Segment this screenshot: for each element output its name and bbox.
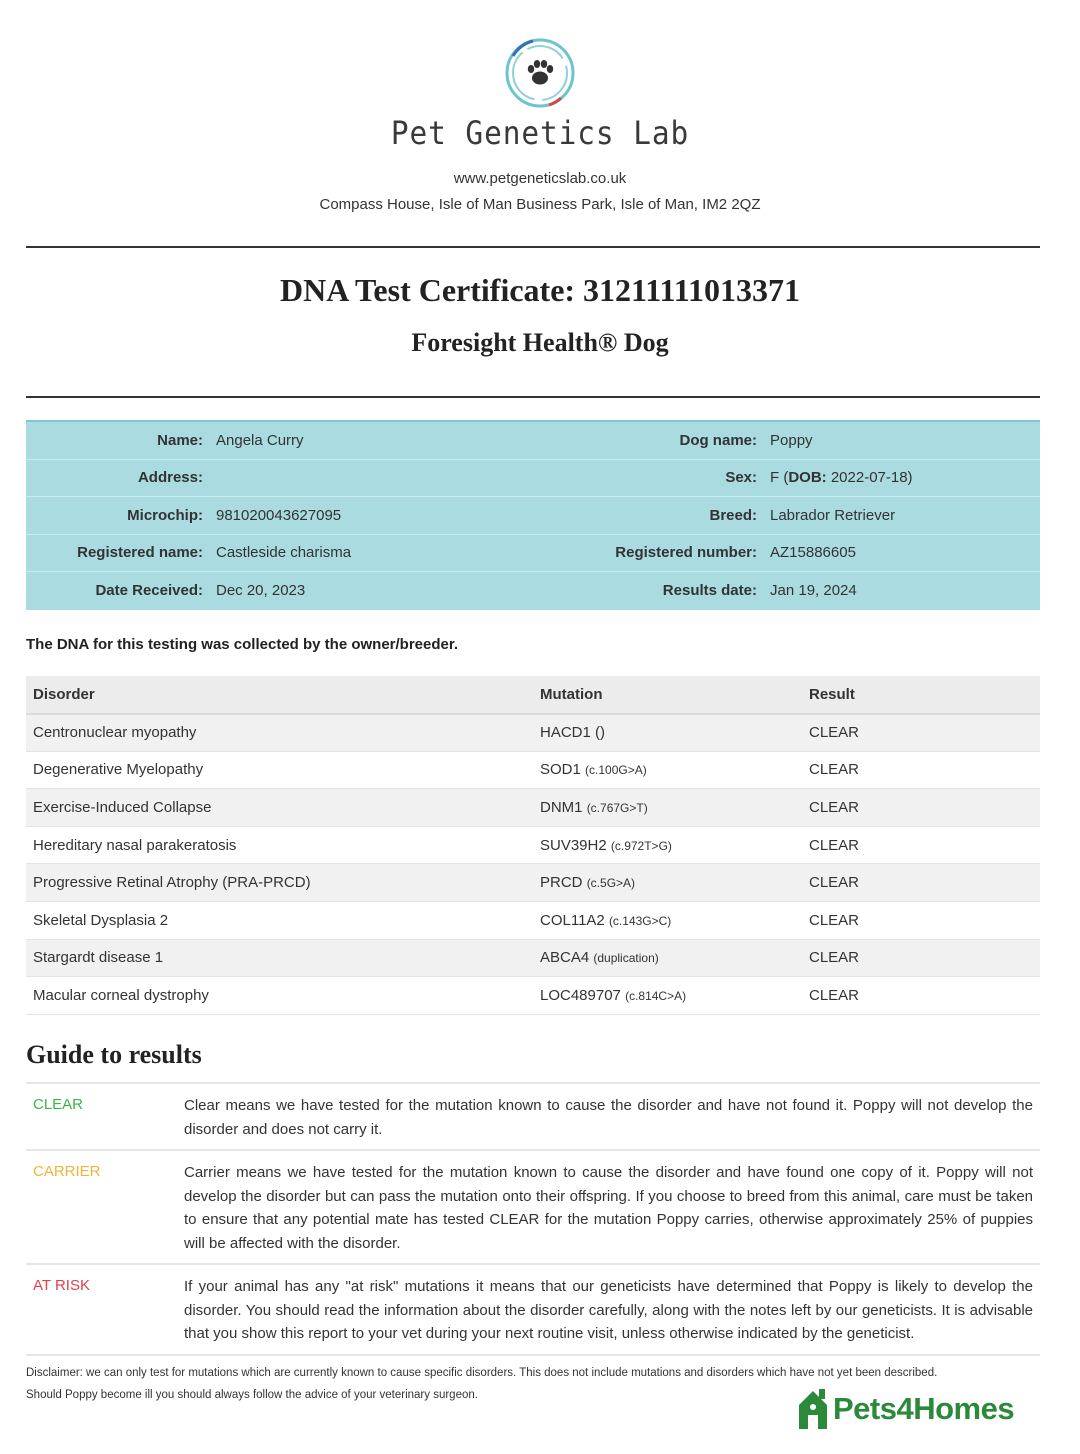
- result-cell: CLEAR: [802, 939, 1040, 977]
- gene-name: LOC489707: [540, 987, 621, 1005]
- pets4homes-watermark: [796, 1386, 1014, 1432]
- info-label: Registered name:: [77, 544, 203, 562]
- lab-address: Compass House, Isle of Man Business Park, Isle of Man, IM2 2QZ: [319, 196, 761, 213]
- dob-value: 2022-07-18): [826, 469, 913, 487]
- dob-label: DOB:: [788, 469, 827, 487]
- disorder-cell: Skeletal Dysplasia 2: [26, 902, 533, 940]
- table-row: [26, 977, 1040, 1015]
- info-row: [26, 572, 1040, 610]
- gene-name: COL11A2: [540, 911, 605, 929]
- disorder-cell: Macular corneal dystrophy: [26, 977, 533, 1015]
- table-row: [26, 789, 1040, 827]
- column-header-mutation: Mutation: [533, 676, 802, 714]
- registered-name: Castleside charisma: [216, 544, 352, 562]
- variant: (c.100G>A): [585, 763, 647, 778]
- table-row: [26, 714, 1040, 752]
- variant: (c.143G>C): [608, 913, 672, 928]
- disorder-cell: Centronuclear myopathy: [26, 714, 533, 752]
- guide-text: Clear means we have tested for the mutation known to cause the disorder and have not found it. Poppy will not develop the disorder and does not carry it.: [184, 1097, 1033, 1138]
- info-label: Name:: [157, 431, 203, 449]
- mutation-cell: [533, 714, 802, 752]
- info-label: Breed:: [709, 506, 757, 524]
- gene-name: ABCA4: [540, 949, 590, 967]
- disorder-cell: Exercise-Induced Collapse: [26, 789, 533, 827]
- result-cell: CLEAR: [802, 714, 1040, 752]
- result-cell: CLEAR: [802, 977, 1040, 1015]
- info-row: [26, 460, 1040, 498]
- info-label: Microchip:: [127, 506, 203, 524]
- guide-key: CARRIER: [33, 1163, 101, 1180]
- divider: [26, 246, 1040, 248]
- mutation-cell: [533, 939, 802, 977]
- sex-value: F (: [770, 469, 789, 487]
- table-row: [26, 751, 1040, 789]
- mutation-cell: [533, 864, 802, 902]
- lab-website[interactable]: www.petgeneticslab.co.uk: [453, 170, 627, 187]
- disorder-cell: Stargardt disease 1: [26, 939, 533, 977]
- guide-item-clear: [26, 1084, 1040, 1151]
- guide-text: If your animal has any "at risk" mutations it means that our geneticists have determined that Poppy is likely to develop the disorder. You should read the information about the disorder carefully, along with the notes left by our geneticists. It is advisable that you show this report to your vet during your next routine visit, unless otherwise indicated by the geneticist.: [184, 1278, 1033, 1342]
- owner-name: Angela Curry: [216, 431, 304, 449]
- watermark-text: Pets4Homes: [833, 1391, 1015, 1426]
- disorder-cell: Hereditary nasal parakeratosis: [26, 826, 533, 864]
- table-row: [26, 902, 1040, 940]
- variant: (duplication): [593, 951, 659, 966]
- guide-list: [26, 1082, 1040, 1356]
- lab-name: Pet Genetics Lab: [390, 114, 690, 152]
- disorder-cell: Progressive Retinal Atrophy (PRA-PRCD): [26, 864, 533, 902]
- info-label: Date Received:: [95, 582, 203, 600]
- pets4homes-house-icon: [796, 1387, 830, 1431]
- guide-item-carrier: [26, 1151, 1040, 1265]
- info-row: [26, 422, 1040, 460]
- mutation-cell: [533, 902, 802, 940]
- table-row: [26, 826, 1040, 864]
- microchip-number: 981020043627095: [216, 506, 342, 524]
- guide-text: Carrier means we have tested for the mutation known to cause the disorder and have found one copy of it. Poppy will not develop the disorder but can pass the mutation onto their offspring. If you choose to breed from this animal, care must be taken to ensure that any potential mate has tested CLEAR for the mutation Poppy carries, otherwise approximately 25% of puppies will be affected with the disorder.: [184, 1164, 1033, 1252]
- result-cell: CLEAR: [802, 826, 1040, 864]
- info-label: Sex:: [725, 469, 757, 487]
- dog-sex-dob: [770, 469, 1040, 486]
- mutation-cell: [533, 751, 802, 789]
- mutation-cell: [533, 977, 802, 1015]
- gene-name: SUV39H2: [540, 836, 607, 854]
- disorder-cell: Degenerative Myelopathy: [26, 751, 533, 789]
- gene-name: HACD1: [540, 724, 591, 742]
- guide-item-at-risk: [26, 1265, 1040, 1356]
- paw-print-icon: [503, 36, 577, 110]
- variant: (c.972T>G): [610, 838, 672, 853]
- divider: [26, 396, 1040, 398]
- info-row: [26, 497, 1040, 535]
- variant: (c.5G>A): [586, 876, 636, 891]
- guide-heading: Guide to results: [26, 1040, 202, 1069]
- disclaimer-line: Disclaimer: we can only test for mutations which are currently known to cause specific disorders. This does not include mutations and disorders which have not yet been described.: [26, 1367, 938, 1379]
- results-date: Jan 19, 2024: [770, 582, 857, 600]
- column-header-result: Result: [802, 676, 1040, 714]
- result-cell: CLEAR: [802, 864, 1040, 902]
- mutation-cell: [533, 826, 802, 864]
- breed: Labrador Retriever: [770, 506, 896, 524]
- info-label: Address:: [137, 469, 203, 487]
- certificate-product: Foresight Health® Dog: [411, 328, 669, 357]
- column-header-disorder: Disorder: [26, 676, 533, 714]
- registered-number: AZ15886605: [770, 544, 856, 562]
- info-label: Dog name:: [679, 431, 757, 449]
- gene-name: SOD1: [540, 761, 581, 779]
- disclaimer-line: Should Poppy become ill you should always follow the advice of your veterinary surgeon.: [26, 1389, 478, 1401]
- table-row: [26, 939, 1040, 977]
- certificate-title: DNA Test Certificate: 31211111013371: [280, 272, 800, 308]
- info-label: Results date:: [662, 582, 757, 600]
- variant: (c.814C>A): [625, 989, 687, 1004]
- info-label: Registered number:: [615, 544, 757, 562]
- result-cell: CLEAR: [802, 902, 1040, 940]
- guide-key: AT RISK: [33, 1277, 90, 1294]
- mutation-cell: [533, 789, 802, 827]
- info-row: [26, 535, 1040, 573]
- table-row: [26, 864, 1040, 902]
- variant: (): [595, 724, 606, 742]
- dog-name: Poppy: [770, 431, 813, 449]
- lab-header: [0, 36, 1080, 213]
- owner-info-panel: [26, 420, 1040, 610]
- results-table: [26, 676, 1040, 1015]
- gene-name: PRCD: [540, 874, 583, 892]
- collection-note: The DNA for this testing was collected by the owner/breeder.: [26, 636, 459, 653]
- result-cell: CLEAR: [802, 789, 1040, 827]
- variant: (c.767G>T): [586, 801, 648, 816]
- table-header-row: [26, 676, 1040, 714]
- date-received: Dec 20, 2023: [216, 582, 306, 600]
- gene-name: DNM1: [540, 799, 583, 817]
- result-cell: CLEAR: [802, 751, 1040, 789]
- guide-key: CLEAR: [33, 1096, 84, 1113]
